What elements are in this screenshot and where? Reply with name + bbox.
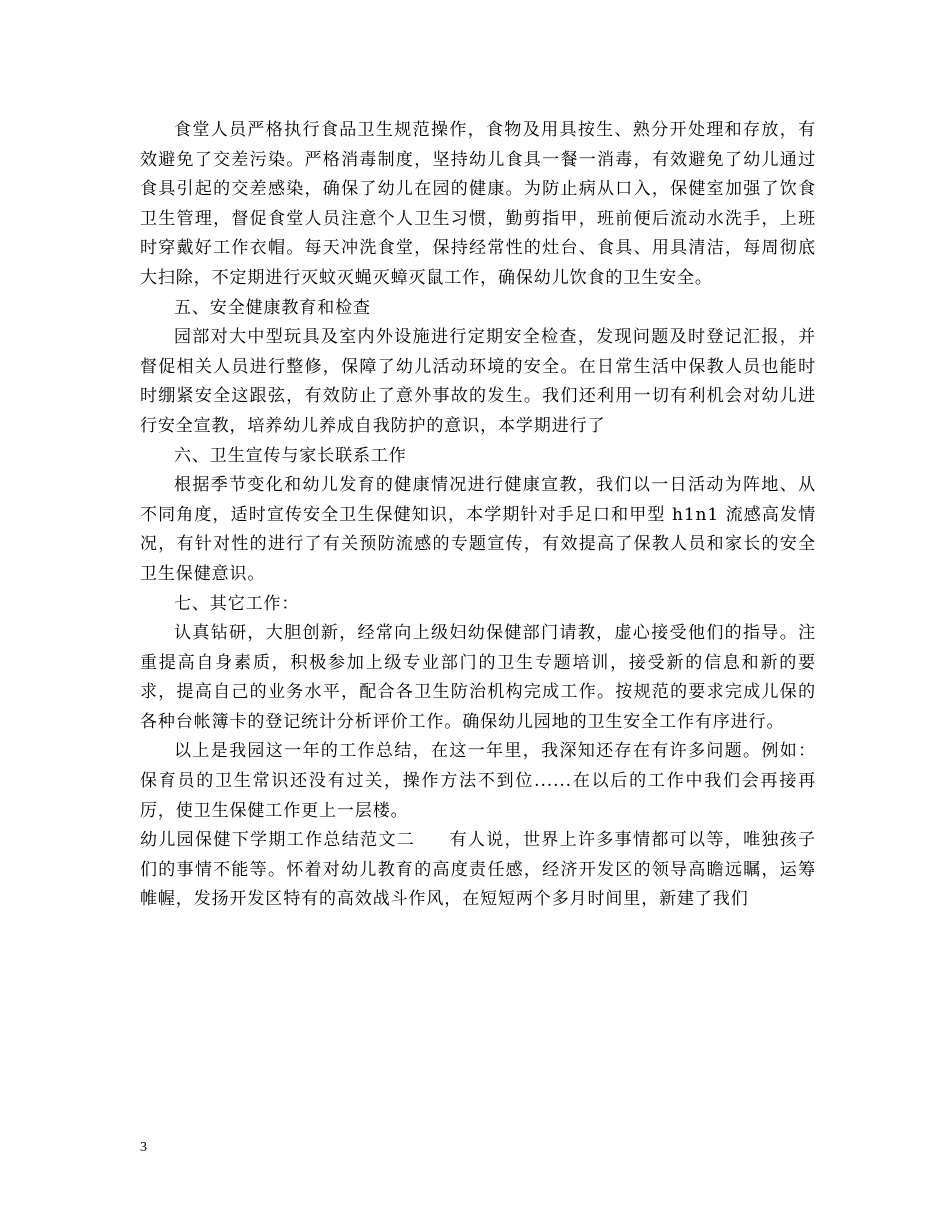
- document-body: [140, 116, 816, 915]
- paragraph-canteen-hygiene: 食堂人员严格执行食品卫生规范操作，食物及用具按生、熟分开处理和存放，有效避免了交差污染。严格消毒制度，坚持幼儿食具一餐一消毒，有效避免了幼儿通过食具引起的交差感染，确保了幼儿在园的健康。为防止病从口入，保健室加强了饮食卫生管理，督促食堂人员注意个人卫生习惯，勤剪指甲，班前便后流动水洗手，上班时穿戴好工作衣帽。每天冲洗食堂，保持经常性的灶台、食具、用具清洁，每周彻底大扫除，不定期进行灭蚊灭蝇灭蟑灭鼠工作，确保幼儿饮食的卫生安全。: [140, 120, 816, 288]
- paragraph-safety-inspection: 园部对大中型玩具及室内外设施进行定期安全检查，发现问题及时登记汇报，并督促相关人员进行整修，保障了幼儿活动环境的安全。在日常生活中保教人员也能时时绷紧安全这跟弦，有效防止了意外事故的发生。我们还利用一切有利机会对幼儿进行安全宣教，培养幼儿养成自我防护的意识，本学期进行了: [140, 327, 816, 436]
- paragraph-second-sample: [140, 826, 816, 915]
- page-number: 3: [140, 1140, 147, 1155]
- section-heading-other-work: 七、其它工作：: [174, 593, 300, 614]
- second-sample-title: 幼儿园保健下学期工作总结范文二: [140, 830, 416, 851]
- section-heading-safety: 五、安全健康教育和检查: [174, 297, 371, 318]
- second-sample-text: 有人说，世界上许多事情都可以等，唯独孩子们的事情不能等。怀着对幼儿教育的高度责任感，经济开发区的领导高瞻远瞩，运筹帷幄，发扬开发区特有的高效战斗作风，在短短两个多月时间里，新建了我们: [140, 830, 817, 910]
- paragraph-summary: 以上是我园这一年的工作总结，在这一年里，我深知还存在有许多问题。例如：保育员的卫生常识还没有过关，操作方法不到位......在以后的工作中我们会再接再厉，使卫生保健工作更上一层楼。: [140, 741, 816, 821]
- paragraph-health-publicity: 根据季节变化和幼儿发育的健康情况进行健康宣教，我们以一日活动为阵地、从不同角度，适时宣传安全卫生保健知识，本学期针对手足口和甲型 h1n1 流感高发情况，有针对性的进行了有关预防流感的专题宣传，有效提高了保教人员和家长的安全卫生保健意识。: [140, 475, 816, 584]
- paragraph-other-work: 认真钻研，大胆创新，经常向上级妇幼保健部门请教，虚心接受他们的指导。注重提高自身素质，积极参加上级专业部门的卫生专题培训，接受新的信息和新的要求，提高自己的业务水平，配合各卫生防治机构完成工作。按规范的要求完成儿保的各种台帐簿卡的登记统计分析评价工作。确保幼儿园地的卫生安全工作有序进行。: [140, 623, 816, 732]
- section-heading-publicity: 六、卫生宣传与家长联系工作: [174, 445, 407, 466]
